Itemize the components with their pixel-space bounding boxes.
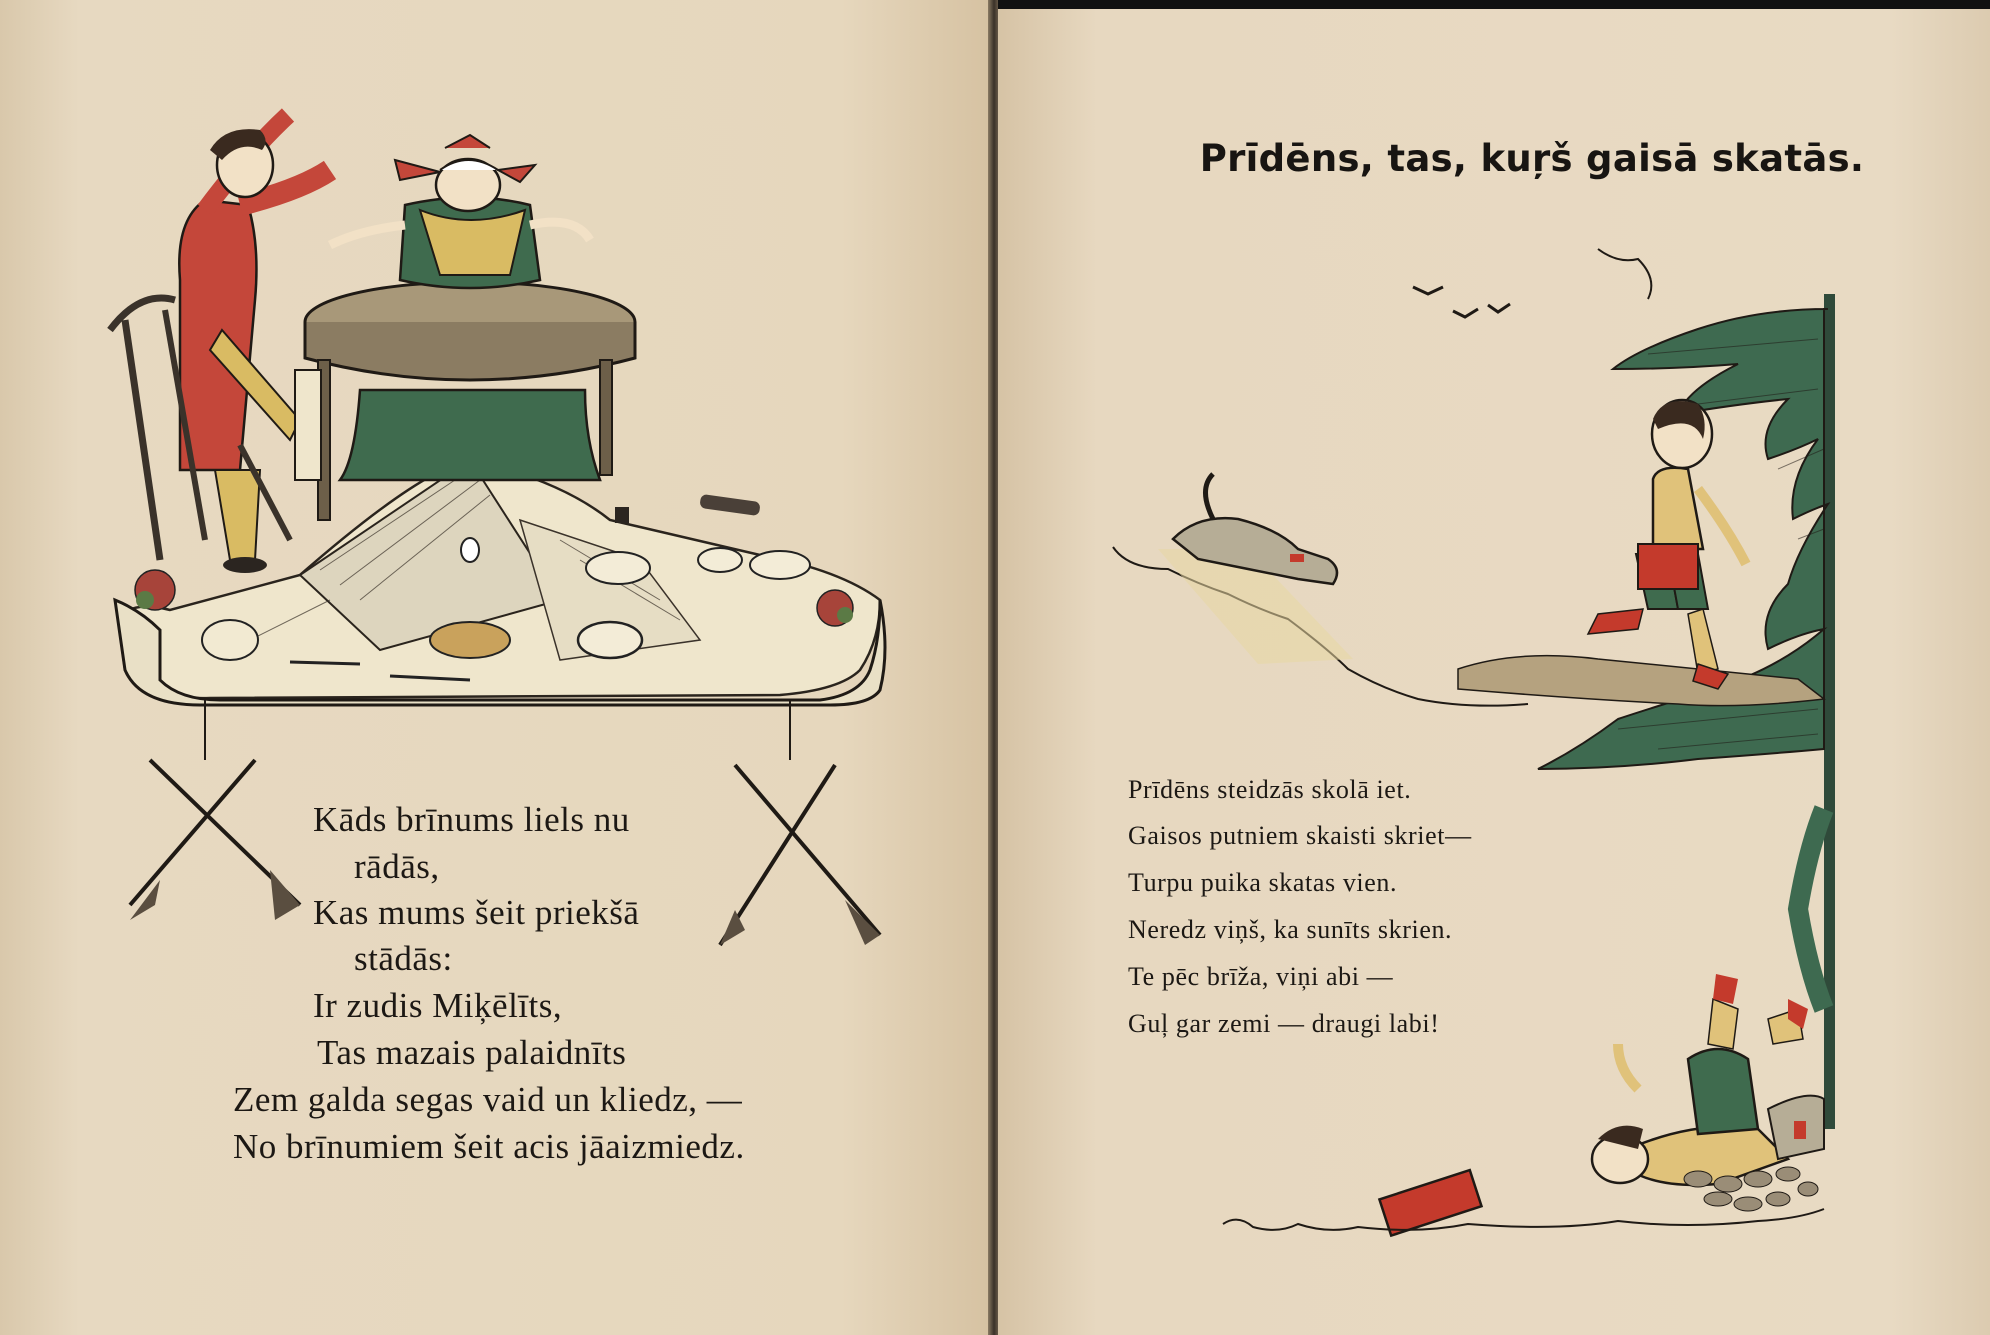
poem-line: Prīdēns steidzās skolā iet. xyxy=(1128,775,1412,804)
boy-walking xyxy=(1588,400,1746,689)
poem-line: Kāds brīnums liels nu xyxy=(313,800,630,839)
poem-line: Tas mazais palaidnīts xyxy=(317,1033,627,1072)
boy-fallen xyxy=(1592,974,1824,1185)
poem-line: No brīnumiem šeit acis jāaizmiedz. xyxy=(233,1127,745,1166)
poem-line: rādās, xyxy=(354,847,440,886)
right-page xyxy=(998,0,1990,1335)
poem-line: Kas mums šeit priekšā xyxy=(313,893,640,932)
page-title: Prīdēns, tas, kuŗš gaisā skatās. xyxy=(1199,137,1865,180)
left-page xyxy=(0,0,990,1335)
poem-line: stādās: xyxy=(354,939,453,978)
boy-dog-illustration xyxy=(998,9,1990,1335)
left-poem xyxy=(0,0,990,1335)
poem-line: Gaisos putniem skaisti skriet— xyxy=(1128,821,1472,850)
poem-line: Neredz viņš, ka sunīts skrien. xyxy=(1128,915,1453,944)
poem-line: Te pēc brīža, viņi abi — xyxy=(1128,962,1394,991)
poem-line: Ir zudis Miķēlīts, xyxy=(313,986,563,1025)
poem-line: Zem galda segas vaid un kliedz, — xyxy=(233,1080,743,1119)
poem-line: Guļ gar zemi — draugi labi! xyxy=(1128,1009,1440,1038)
birds xyxy=(1413,287,1510,317)
poem-line: Turpu puika skatas vien. xyxy=(1128,868,1398,897)
